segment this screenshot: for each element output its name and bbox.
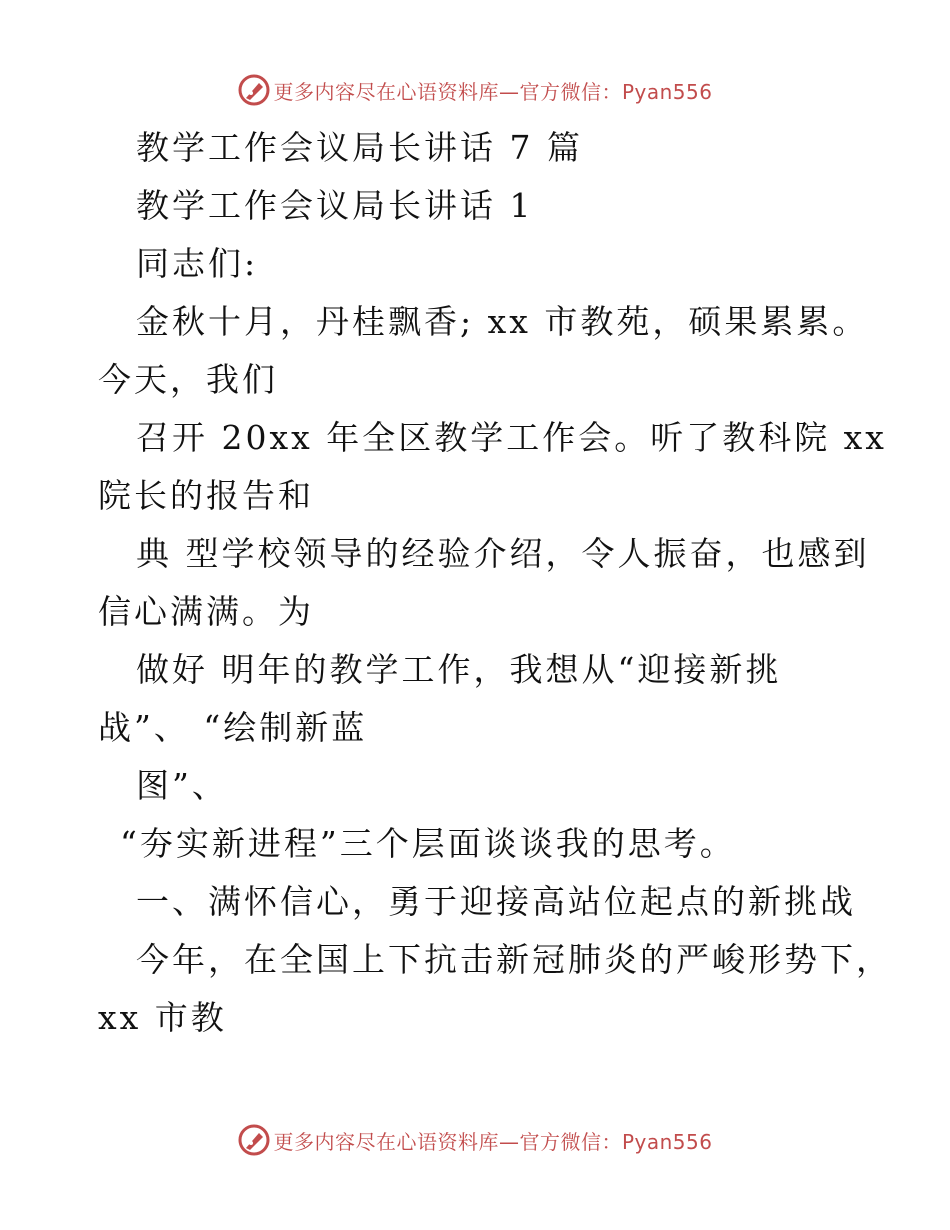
salutation: 同志们: [136, 244, 259, 283]
paragraph-line: 信心满满。为 [98, 592, 314, 631]
paragraph-line: xx 市教 [98, 998, 227, 1037]
paragraph-line: “夯实新进程”三个层面谈谈我的思考。 [120, 824, 736, 863]
section-heading: 一、满怀信心，勇于迎接高站位起点的新挑战 [136, 882, 856, 921]
paragraph-line: 图”、 [136, 766, 228, 805]
paragraph-line: 今天，我们 [98, 360, 278, 399]
paragraph-line: 召开 20xx 年全区教学工作会。听了教科院 xx [136, 418, 887, 457]
document-title: 教学工作会议局长讲话 7 篇 [136, 128, 583, 167]
pen-nib-logo-icon [237, 1123, 271, 1157]
watermark-text: 更多内容尽在心语资料库—官方微信：Pyan556 [273, 79, 713, 104]
section-heading: 教学工作会议局长讲话 1 [136, 186, 534, 225]
watermark-text: 更多内容尽在心语资料库—官方微信：Pyan556 [273, 1129, 713, 1154]
footer-watermark [0, 1120, 950, 1160]
paragraph-line: 典 型学校领导的经验介绍，令人振奋，也感到 [136, 534, 870, 573]
paragraph-line: 金秋十月，丹桂飘香; xx 市教苑，硕果累累。 [136, 302, 869, 341]
paragraph-line: 战”、 “绘制新蓝 [98, 708, 368, 747]
paragraph-line: 院长的报告和 [98, 476, 314, 515]
paragraph-line: 今年，在全国上下抗击新冠肺炎的严峻形势下， [136, 940, 892, 979]
paragraph-line: 做好 明年的教学工作，我想从“迎接新挑 [136, 650, 782, 689]
